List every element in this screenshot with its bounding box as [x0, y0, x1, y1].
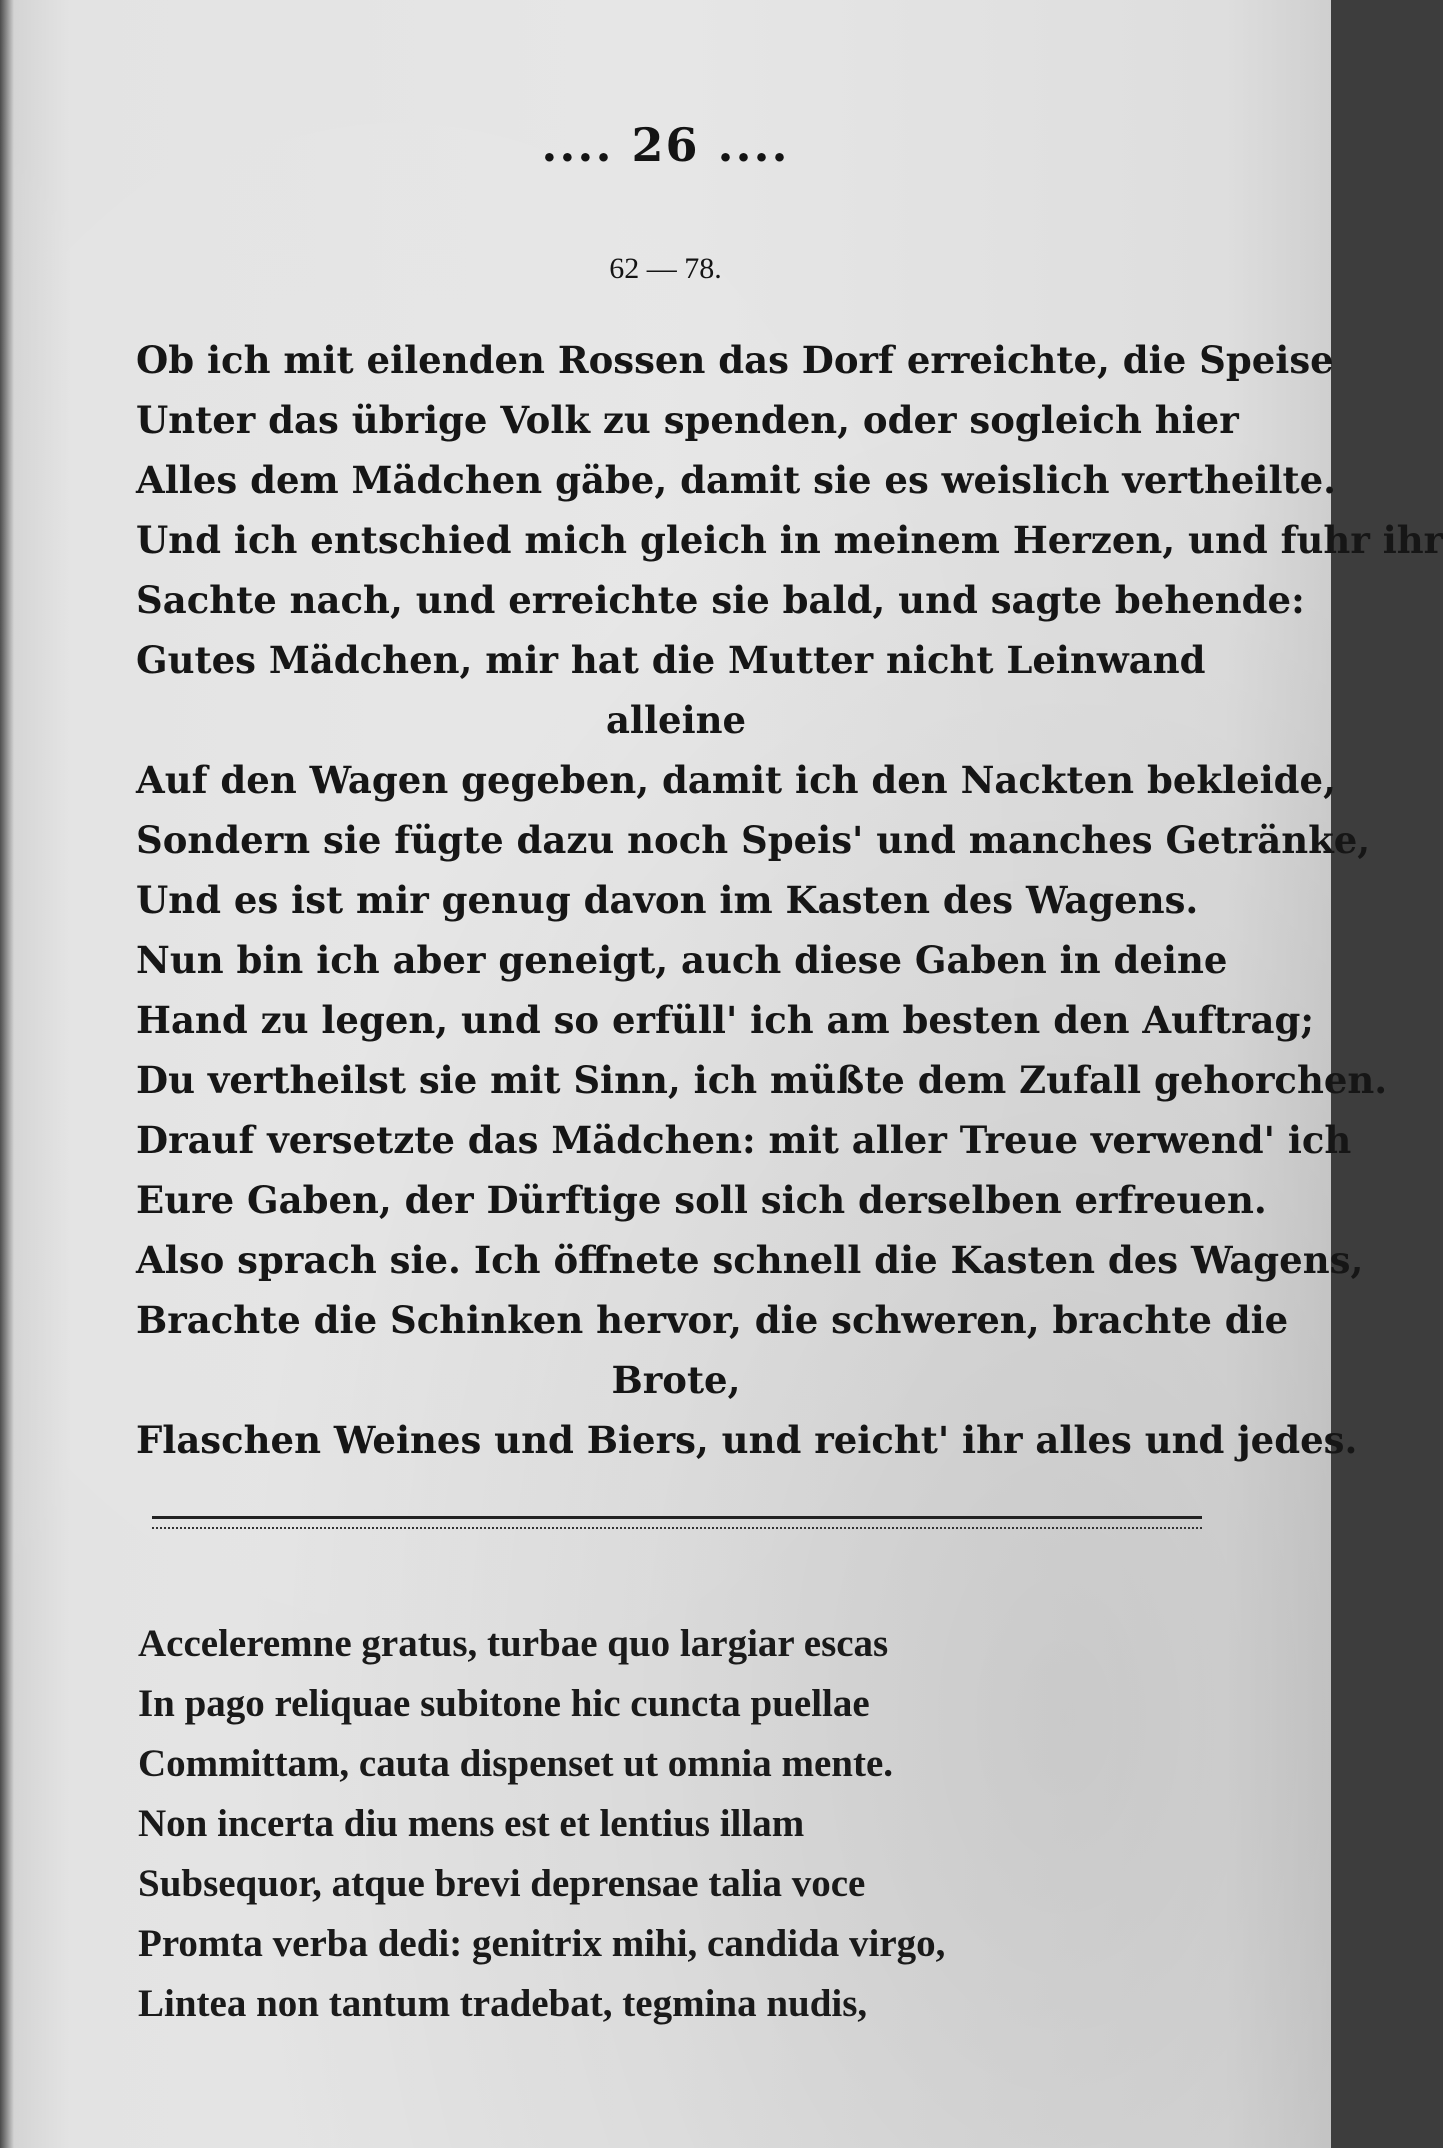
german-verse-line: Brachte die Schinken hervor, die schweren, brachte die [136, 1298, 1289, 1342]
german-verse-line-continuation: alleine [605, 698, 747, 742]
verse-line-range: 62 — 78. [609, 252, 722, 285]
german-verse-line-continuation: Brote, [611, 1358, 741, 1402]
german-verse-line: Und es ist mir genug davon im Kasten des Wagens. [136, 878, 1199, 922]
german-verse-line: Ob ich mit eilenden Rossen das Dorf erreichte, die Speise [136, 338, 1334, 382]
latin-verse-line: Committam, cauta dispenset ut omnia mente. [138, 1742, 894, 1785]
latin-verse-line: In pago reliquae subitone hic cuncta puellae [138, 1682, 870, 1725]
german-verse-line: Sachte nach, und erreichte sie bald, und sagte behende: [136, 578, 1305, 622]
german-verse-line: Du vertheilst sie mit Sinn, ich müßte dem Zufall gehorchen. [136, 1058, 1388, 1102]
german-verse-line: Flaschen Weines und Biers, und reicht' ihr alles und jedes. [136, 1418, 1358, 1462]
german-verse-line: Hand zu legen, und so erfüll' ich am besten den Auftrag; [136, 998, 1315, 1042]
german-verse-block [136, 330, 1443, 1470]
latin-verse-block [138, 1614, 1138, 2034]
german-verse-line: Und ich entschied mich gleich in meinem Herzen, und fuhr ihr [136, 518, 1443, 562]
german-verse-line: Alles dem Mädchen gäbe, damit sie es weislich vertheilte. [136, 458, 1337, 502]
latin-verse-line: Subsequor, atque brevi deprensae talia voce [138, 1862, 866, 1905]
german-verse-line: Unter das übrige Volk zu spenden, oder sogleich hier [136, 398, 1239, 442]
page-number: .... 26 .... [541, 118, 790, 172]
german-verse-line: Eure Gaben, der Dürftige soll sich derselben erfreuen. [136, 1178, 1267, 1222]
latin-verse-line: Non incerta diu mens est et lentius illam [138, 1802, 805, 1845]
section-divider [152, 1516, 1202, 1529]
german-verse-line: Nun bin ich aber geneigt, auch diese Gaben in deine [136, 938, 1228, 982]
german-verse-line: Sondern sie fügte dazu noch Speis' und manches Getränke, [136, 818, 1371, 862]
latin-verse-line: Lintea non tantum tradebat, tegmina nudis, [138, 1982, 868, 2025]
german-verse-line: Drauf versetzte das Mädchen: mit aller Treue verwend' ich [136, 1118, 1352, 1162]
latin-verse-line: Acceleremne gratus, turbae quo largiar escas [138, 1622, 889, 1665]
german-verse-line: Auf den Wagen gegeben, damit ich den Nackten bekleide, [136, 758, 1336, 802]
german-verse-line: Also sprach sie. Ich öffnete schnell die Kasten des Wagens, [136, 1238, 1364, 1282]
german-verse-line: Gutes Mädchen, mir hat die Mutter nicht Leinwand [136, 638, 1206, 682]
latin-verse-line: Promta verba dedi: genitrix mihi, candida virgo, [138, 1922, 946, 1965]
